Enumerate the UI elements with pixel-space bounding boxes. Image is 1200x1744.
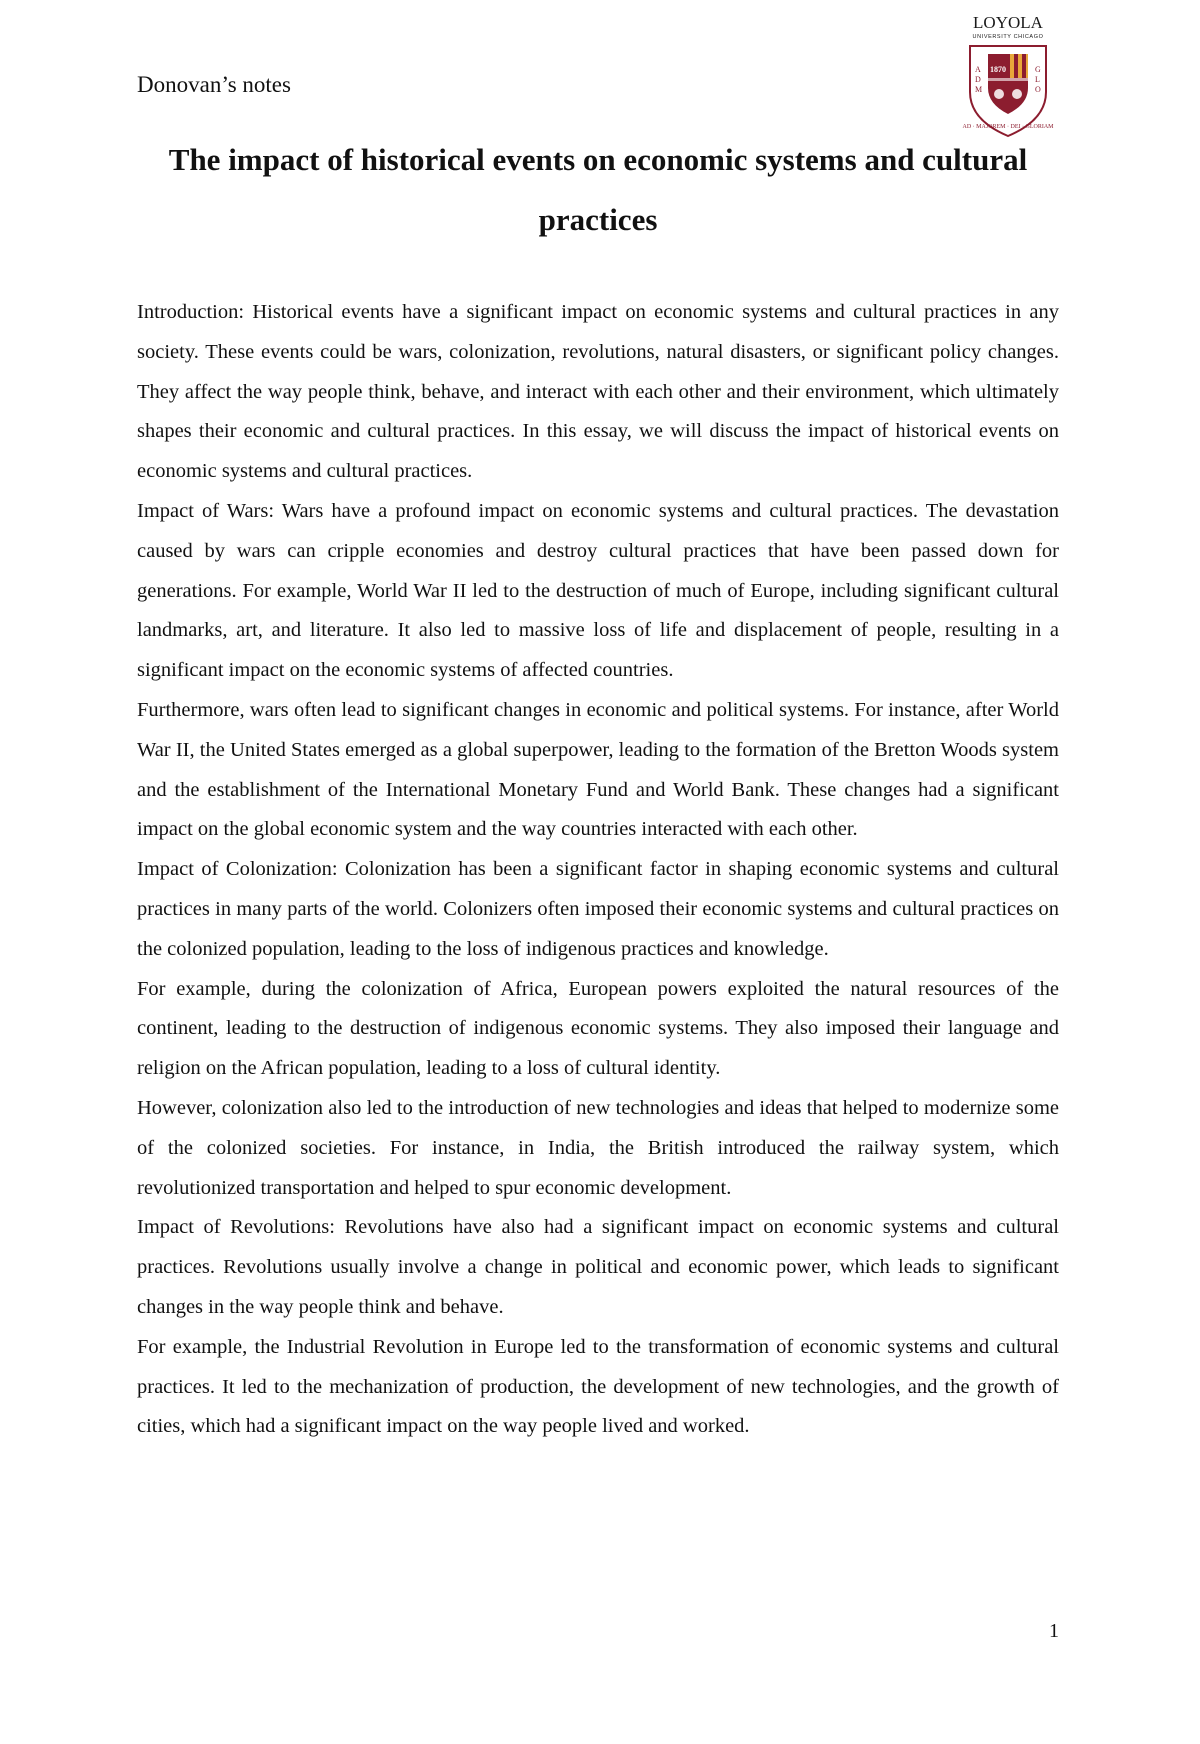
paragraph-impact-of-colonization: Impact of Colonization: Colonization has been a significant factor in shaping economic systems and cultural practices in many parts of the world. Colonizers often imposed their economic systems and cultural practices on the colonized population, leading to the loss of indigenous practices and knowledge. xyxy=(137,858,1059,960)
logo-subtitle: UNIVERSITY CHICAGO xyxy=(972,34,1044,40)
paragraph-industrial-revolution: For example, the Industrial Revolution in Europe led to the transformation of economic systems and cultural practices. It led to the mechanization of production, the development of new technologies, and the growth of cities, which had a significant impact on the way people lived and worked. xyxy=(137,1335,1059,1438)
document-title: The impact of historical events on economic systems and cultural practices xyxy=(168,142,1028,237)
page-number: 1 xyxy=(1049,1620,1059,1642)
logo-year: 1870 xyxy=(990,65,1006,74)
svg-text:D: D xyxy=(975,75,981,84)
paragraph-impact-of-wars: Impact of Wars: Wars have a profound impact on economic systems and cultural practices. The devastation caused by wars can cripple economies and destroy cultural practices that have been passed down for generations. For example, World War II led to the destruction of much of Europe, including significant cultural landmarks, art, and literature. It also led to massive loss of life and displacement of people, resulting in a significant impact on the economic systems of affected countries. xyxy=(137,499,1059,682)
svg-text:L: L xyxy=(1035,75,1040,84)
paragraph-colonization-africa: For example, during the colonization of Africa, European powers exploited the natural resources of the continent, leading to the destruction of indigenous economic systems. They also imposed their language and religion on the African population, leading to a loss of cultural identity. xyxy=(137,977,1059,1080)
svg-text:O: O xyxy=(1035,85,1041,94)
loyola-logo xyxy=(948,12,1068,142)
svg-text:M: M xyxy=(975,85,983,94)
logo-seal xyxy=(963,46,1055,136)
logo-motto: AD · MAJOREM · DEI · GLORIAM xyxy=(962,124,1054,130)
paragraph-impact-of-revolutions: Impact of Revolutions: Revolutions have also had a significant impact on economic systems and cultural practices. Revolutions usually involve a change in political and economic power, which leads to significant changes in the way people think and behave. xyxy=(137,1216,1059,1318)
svg-text:G: G xyxy=(1035,65,1041,74)
paragraph-colonization-india: However, colonization also led to the introduction of new technologies and ideas that helped to modernize some of the colonized societies. For instance, in India, the British introduced the railway system, which revolutionized transportation and helped to spur economic development. xyxy=(137,1096,1059,1199)
document-body xyxy=(137,293,1059,1447)
paragraph-introduction: Introduction: Historical events have a significant impact on economic systems and cultural practices in any society. These events could be wars, colonization, revolutions, natural disasters, or significant policy changes. They affect the way people think, behave, and interact with each other and their environment, which ultimately shapes their economic and cultural practices. In this essay, we will discuss the impact of historical events on economic systems and cultural practices. xyxy=(137,301,1059,483)
logo-wordmark: LOYOLA xyxy=(973,13,1043,32)
paragraph-wars-continued: Furthermore, wars often lead to significant changes in economic and political systems. For instance, after World War II, the United States emerged as a global superpower, leading to the formation of the Bretton Woods system and the establishment of the International Monetary Fund and World Bank. These changes had a significant impact on the global economic system and the way countries interacted with each other. xyxy=(137,698,1059,841)
svg-text:A: A xyxy=(975,65,981,74)
header-note: Donovan’s notes xyxy=(137,72,291,97)
